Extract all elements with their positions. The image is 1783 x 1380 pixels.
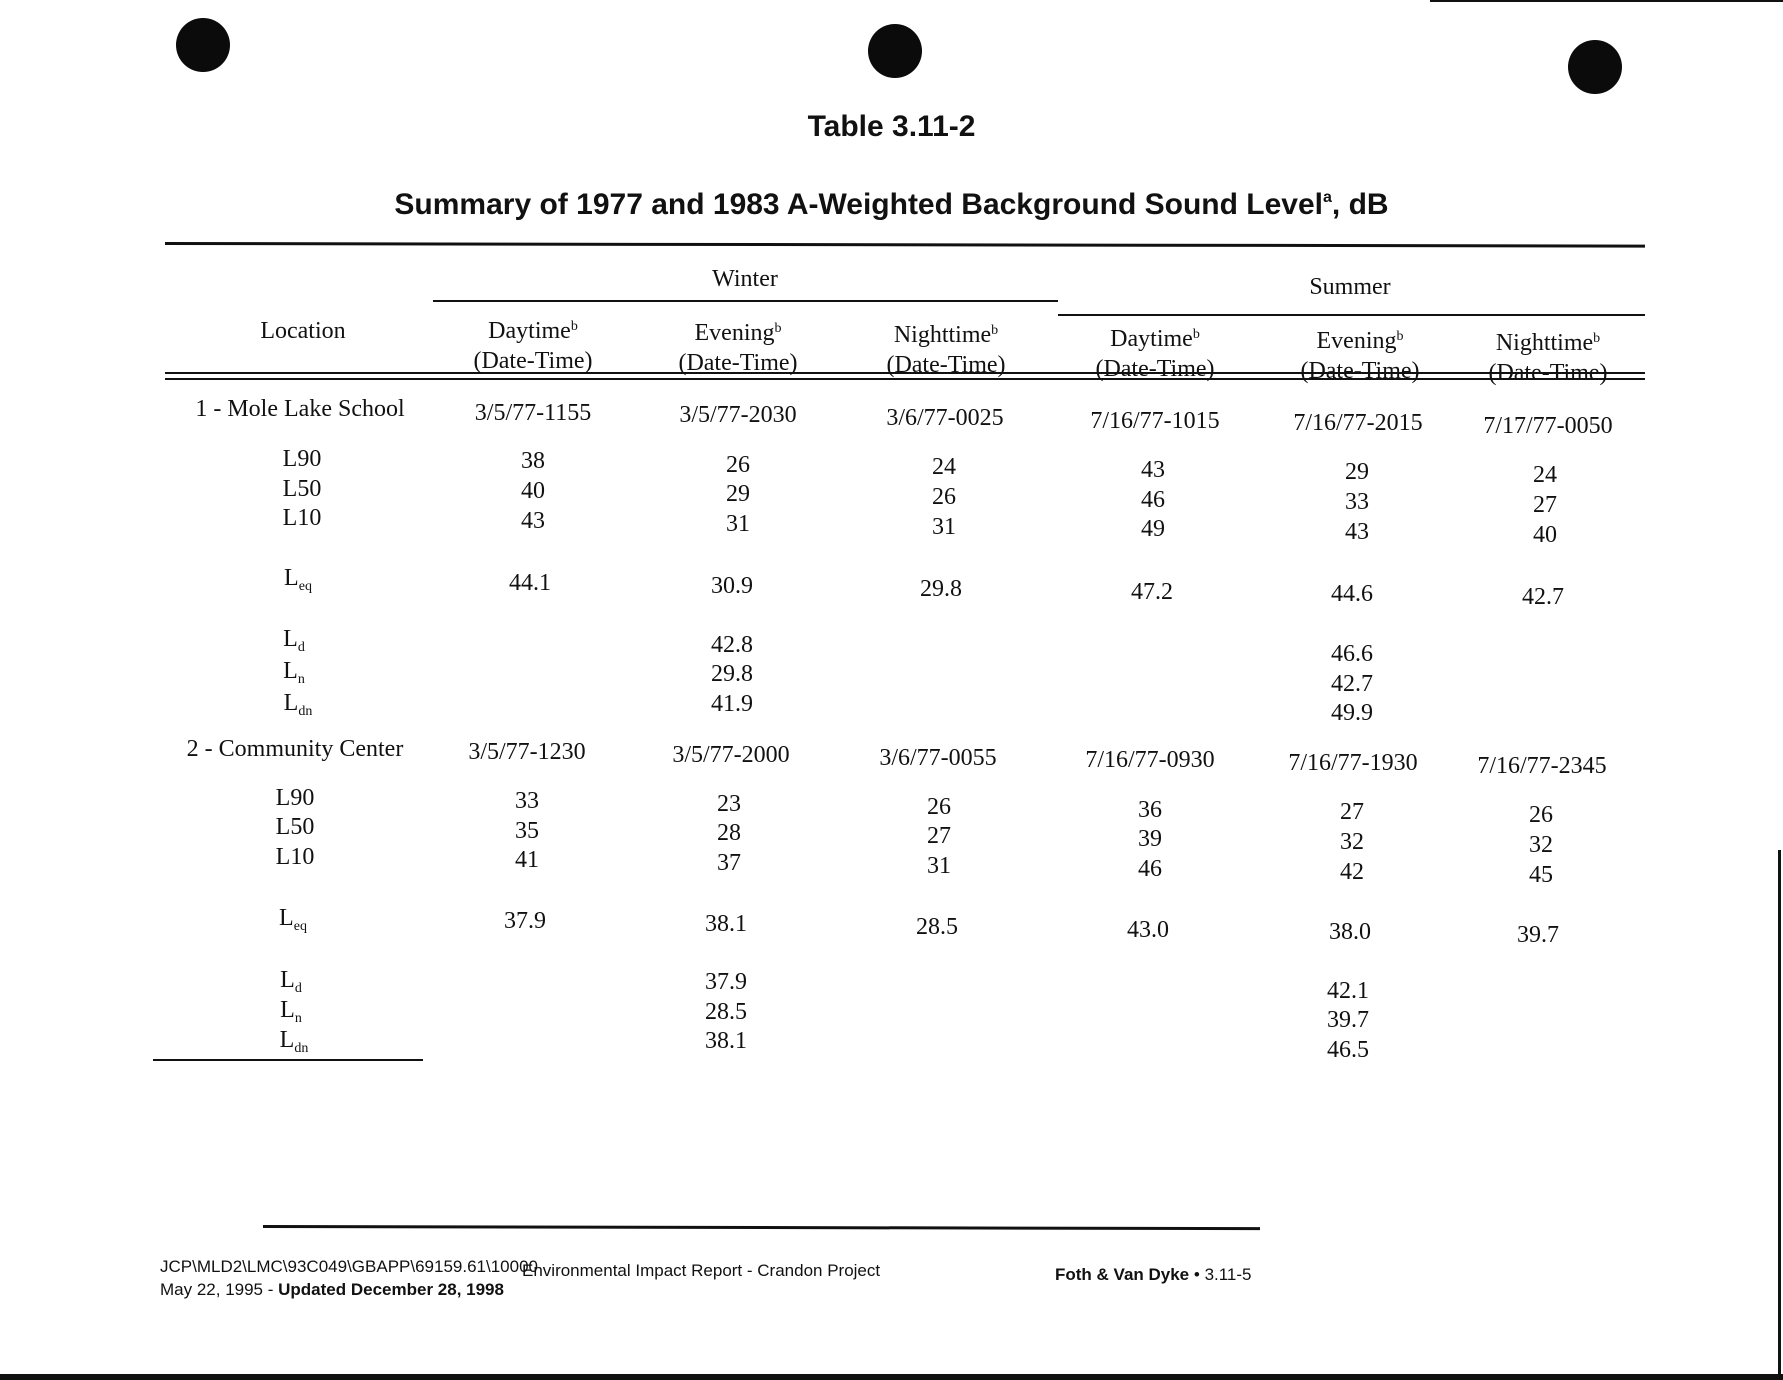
value-cell: 40 xyxy=(1533,522,1557,548)
value-cell: 39 xyxy=(1138,826,1162,852)
scan-edge-bottom xyxy=(0,1374,1783,1380)
location-name: 1 - Mole Lake School xyxy=(195,396,405,422)
value-cell: 39.7 xyxy=(1327,1007,1369,1033)
value-cell: 32 xyxy=(1529,832,1553,858)
metric-label-ld: $L_d$ xyxy=(280,967,302,996)
metric-label-l10: L10 xyxy=(275,844,315,870)
value-cell: 26 xyxy=(932,484,956,510)
value-cell: 29 xyxy=(1345,459,1369,485)
metric-label-ldn: $L_{dn}$ xyxy=(279,1027,309,1056)
value-cell: 26 xyxy=(1529,802,1553,828)
datetime-cell: 3/5/77-1230 xyxy=(468,739,586,765)
table-bottom-rule xyxy=(153,1059,423,1061)
value-cell: 47.2 xyxy=(1131,579,1173,605)
winter-rule xyxy=(433,300,1058,302)
punch-hole-right xyxy=(1568,40,1622,94)
col-header-summer-nighttime: Nighttime$^b$ (Date-Time) xyxy=(1488,330,1608,386)
value-cell: 49.9 xyxy=(1331,700,1373,726)
datetime-cell: 3/6/77-0055 xyxy=(879,745,997,771)
value-cell: 42.7 xyxy=(1331,671,1373,697)
punch-hole-left xyxy=(176,18,230,72)
table-label: Table 3.11-2 xyxy=(807,110,976,143)
value-cell: 42.1 xyxy=(1327,978,1369,1004)
value-cell: 28.5 xyxy=(916,914,958,940)
datetime-cell: 7/16/77-2345 xyxy=(1477,753,1607,779)
value-cell: 30.9 xyxy=(711,573,753,599)
scan-edge-right xyxy=(1778,850,1781,1380)
col-header-winter-evening: Evening$^b$ (Date-Time) xyxy=(678,320,798,376)
value-cell: 24 xyxy=(932,454,956,480)
season-winter: Winter xyxy=(712,266,778,292)
location-header: Location xyxy=(260,318,346,344)
value-cell: 37.9 xyxy=(705,969,747,995)
value-cell: 24 xyxy=(1533,462,1557,488)
value-cell: 32 xyxy=(1340,829,1364,855)
summer-rule xyxy=(1058,314,1645,316)
metric-label-l90: L90 xyxy=(282,446,322,472)
value-cell: 42 xyxy=(1340,859,1364,885)
value-cell: 43.0 xyxy=(1127,917,1169,943)
value-cell: 46 xyxy=(1138,856,1162,882)
value-cell: 33 xyxy=(515,788,539,814)
value-cell: 29 xyxy=(726,481,750,507)
metric-label-ln: $L_n$ xyxy=(280,997,302,1026)
scan-edge-top xyxy=(1430,0,1783,2)
datetime-cell: 7/16/77-2015 xyxy=(1293,410,1423,436)
metric-label-leq: $L_{eq}$ xyxy=(279,905,307,934)
value-cell: 29.8 xyxy=(920,576,962,602)
datetime-cell: 3/6/77-0025 xyxy=(886,405,1004,431)
datetime-cell: 7/16/77-0930 xyxy=(1085,747,1215,773)
col-header-summer-evening: Evening$^b$ (Date-Time) xyxy=(1300,328,1420,384)
table-title: Summary of 1977 and 1983 A-Weighted Background Sound Level$^a$, dB xyxy=(394,188,1389,221)
col-header-winter-nighttime: Nighttime$^b$ (Date-Time) xyxy=(886,322,1006,378)
value-cell: 40 xyxy=(521,478,545,504)
value-cell: 42.8 xyxy=(711,632,753,658)
value-cell: 27 xyxy=(927,823,951,849)
col-header-winter-daytime: Daytime$^b$ (Date-Time) xyxy=(473,318,593,374)
datetime-cell: 3/5/77-2000 xyxy=(672,742,790,768)
footer-report-name: Environmental Impact Report - Crandon Project xyxy=(522,1261,881,1280)
value-cell: 37.9 xyxy=(504,908,546,934)
value-cell: 43 xyxy=(1141,457,1165,483)
value-cell: 44.6 xyxy=(1331,581,1373,607)
datetime-cell: 7/17/77-0050 xyxy=(1483,413,1613,439)
value-cell: 23 xyxy=(717,791,741,817)
value-cell: 45 xyxy=(1529,862,1553,888)
value-cell: 43 xyxy=(521,508,545,534)
footer-company-page: Foth & Van Dyke • 3.11-5 xyxy=(1055,1265,1252,1284)
value-cell: 41 xyxy=(515,847,539,873)
value-cell: 38.1 xyxy=(705,1028,747,1054)
location-name: 2 - Community Center xyxy=(186,736,404,762)
footer-file-path: JCP\MLD2\LMC\93C049\GBAPP\69159.61\10000 xyxy=(160,1257,539,1276)
value-cell: 26 xyxy=(927,794,951,820)
datetime-cell: 3/5/77-2030 xyxy=(679,402,797,428)
value-cell: 46 xyxy=(1141,487,1165,513)
season-summer: Summer xyxy=(1309,274,1391,300)
value-cell: 31 xyxy=(726,511,750,537)
value-cell: 35 xyxy=(515,818,539,844)
value-cell: 44.1 xyxy=(509,570,551,596)
value-cell: 43 xyxy=(1345,519,1369,545)
datetime-cell: 7/16/77-1015 xyxy=(1090,408,1220,434)
value-cell: 38.1 xyxy=(705,911,747,937)
metric-label-leq: $L_{eq}$ xyxy=(284,565,312,594)
metric-label-l50: L50 xyxy=(282,476,322,502)
footer-date: May 22, 1995 - Updated December 28, 1998 xyxy=(160,1280,504,1299)
datetime-cell: 3/5/77-1155 xyxy=(474,400,592,426)
metric-label-l10: L10 xyxy=(282,505,322,531)
value-cell: 38 xyxy=(521,448,545,474)
value-cell: 36 xyxy=(1138,797,1162,823)
value-cell: 27 xyxy=(1340,799,1364,825)
metric-label-ldn: $L_{dn}$ xyxy=(283,690,313,719)
value-cell: 26 xyxy=(726,452,750,478)
value-cell: 28 xyxy=(717,820,741,846)
value-cell: 29.8 xyxy=(711,661,753,687)
col-header-summer-daytime: Daytime$^b$ (Date-Time) xyxy=(1095,326,1215,382)
value-cell: 39.7 xyxy=(1517,922,1559,948)
metric-label-l50: L50 xyxy=(275,814,315,840)
value-cell: 33 xyxy=(1345,489,1369,515)
metric-label-ln: $L_n$ xyxy=(283,658,305,687)
value-cell: 42.7 xyxy=(1522,584,1564,610)
table-top-rule xyxy=(165,242,1645,248)
value-cell: 31 xyxy=(927,853,951,879)
value-cell: 49 xyxy=(1141,516,1165,542)
datetime-cell: 7/16/77-1930 xyxy=(1288,750,1418,776)
value-cell: 31 xyxy=(932,514,956,540)
value-cell: 46.5 xyxy=(1327,1037,1369,1063)
value-cell: 46.6 xyxy=(1331,641,1373,667)
value-cell: 38.0 xyxy=(1329,919,1371,945)
value-cell: 37 xyxy=(717,850,741,876)
metric-label-l90: L90 xyxy=(275,785,315,811)
value-cell: 27 xyxy=(1533,492,1557,518)
punch-hole-center xyxy=(868,24,922,78)
value-cell: 41.9 xyxy=(711,691,753,717)
metric-label-ld: $L_d$ xyxy=(283,626,305,655)
value-cell: 28.5 xyxy=(705,999,747,1025)
footer-rule xyxy=(263,1225,1260,1230)
